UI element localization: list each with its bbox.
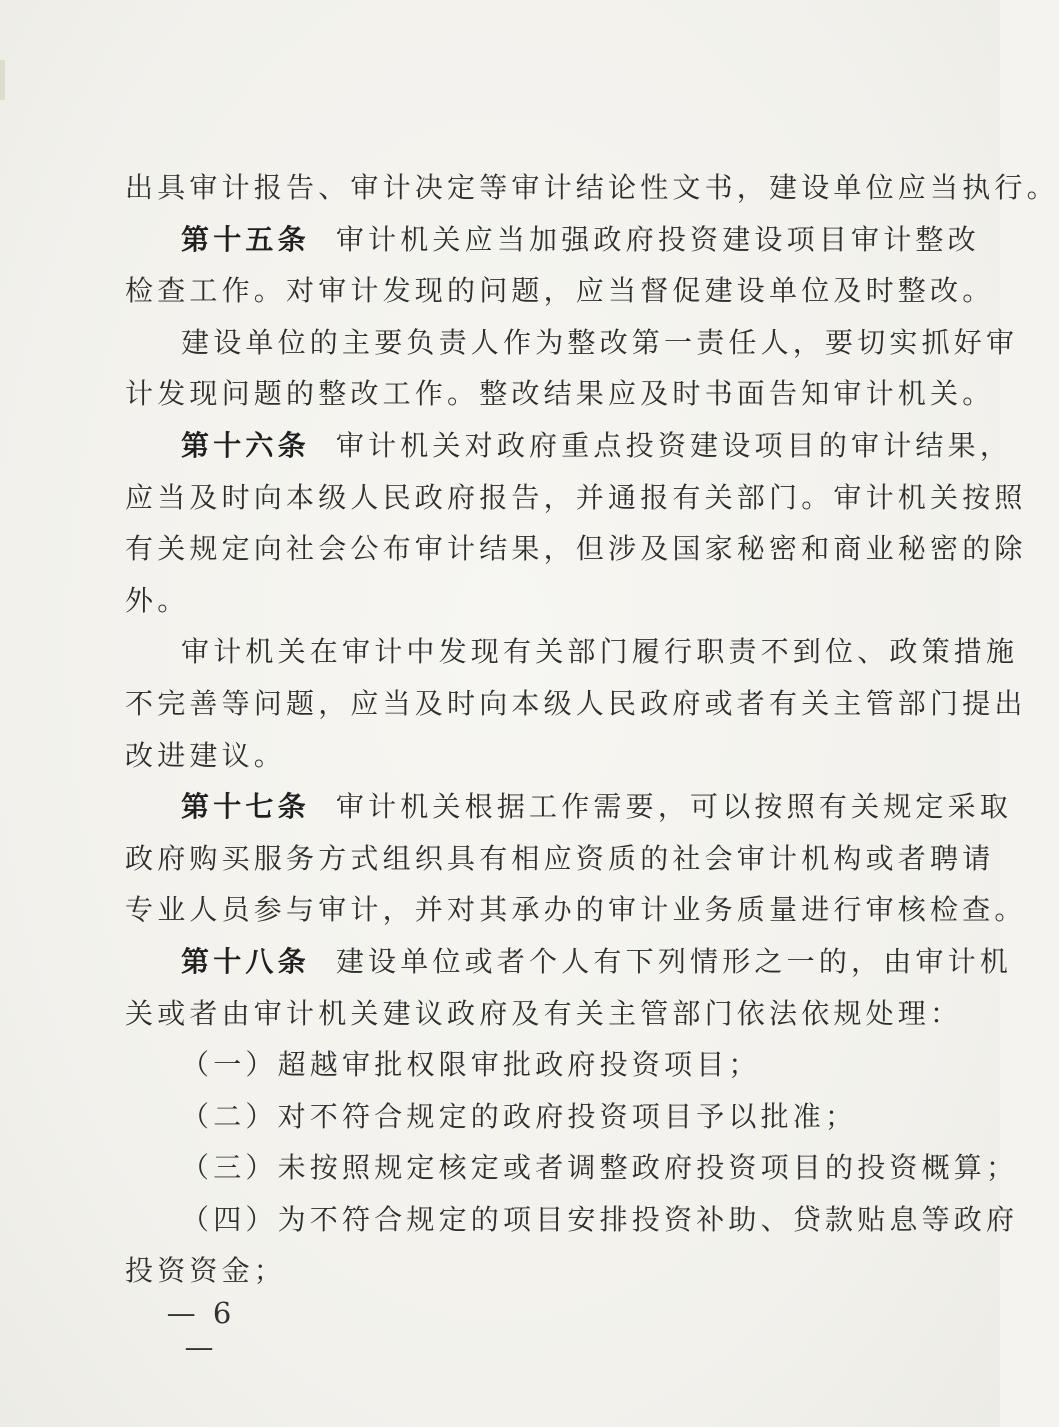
line-text: （二）对不符合规定的政府投资项目予以批准； <box>181 1099 858 1133</box>
line-text: 计发现问题的整改工作。整改结果应及时书面告知审计机关。 <box>125 377 995 411</box>
line-text: 改进建议。 <box>125 738 287 772</box>
body-line <box>125 678 1027 730</box>
paragraph-start-line <box>125 317 1019 369</box>
article-text: 审计机关应当加强政府投资建设项目审计整改 <box>335 222 980 256</box>
line-text: 检查工作。对审计发现的问题，应当督促建设单位及时整改。 <box>125 274 995 308</box>
line-text: 不完善等问题，应当及时向本级人民政府或者有关主管部门提出 <box>125 686 1027 720</box>
line-text: 有关规定向社会公布审计结果，但涉及国家秘密和商业秘密的除 <box>125 532 1027 566</box>
line-text: （四）为不符合规定的项目安排投资补助、贷款贴息等政府 <box>181 1202 1019 1236</box>
list-item-line <box>125 1142 1019 1194</box>
body-line <box>125 575 887 627</box>
line-text: （三）未按照规定核定或者调整政府投资项目的投资概算； <box>181 1151 1019 1185</box>
document-body <box>125 162 1059 1297</box>
article-line <box>125 936 1013 988</box>
article-title: 第十八条 <box>181 944 310 978</box>
body-line <box>125 265 995 317</box>
line-text: 审计机关在审计中发现有关部门履行职责不到位、政策措施 <box>181 635 1019 669</box>
line-text: 建设单位的主要负责人作为整改第一责任人，要切实抓好审 <box>181 325 1019 359</box>
body-line <box>125 472 1027 524</box>
article-title: 第十七条 <box>181 790 310 824</box>
scan-edge-mark <box>0 60 5 100</box>
body-line <box>125 1245 887 1297</box>
list-item-line <box>125 1039 887 1091</box>
body-line <box>125 523 1027 575</box>
body-line <box>125 730 887 782</box>
line-text: 出具审计报告、审计决定等审计结论性文书，建设单位应当执行。 <box>125 171 1059 204</box>
article-title: 第十六条 <box>181 428 310 462</box>
body-line <box>125 162 1059 214</box>
line-text: 外。 <box>125 583 190 617</box>
article-line <box>125 781 1013 833</box>
page-number: — 6 — <box>166 1296 236 1364</box>
list-item-line <box>125 1091 887 1143</box>
body-line <box>125 368 995 420</box>
list-item-line <box>125 1194 1019 1246</box>
body-line <box>125 884 1027 936</box>
article-text: 审计机关对政府重点投资建设项目的审计结果， <box>335 428 1013 462</box>
body-line <box>125 988 963 1040</box>
line-text: 关或者由审计机关建议政府及有关主管部门依法依规处理： <box>125 996 963 1030</box>
line-text: 专业人员参与审计，并对其承办的审计业务质量进行审核检查。 <box>125 893 1027 927</box>
line-text: 投资资金； <box>125 1254 287 1288</box>
line-text: （一）超越审批权限审批政府投资项目； <box>181 1048 761 1082</box>
line-text: 政府购买服务方式组织具有相应资质的社会审计机构或者聘请 <box>125 841 995 875</box>
paragraph-start-line <box>125 626 1019 678</box>
line-text: 应当及时向本级人民政府报告，并通报有关部门。审计机关按照 <box>125 480 1027 514</box>
article-title: 第十五条 <box>181 222 310 256</box>
article-text: 建设单位或者个人有下列情形之一的，由审计机 <box>335 944 1013 978</box>
article-line <box>125 214 980 266</box>
article-text: 审计机关根据工作需要，可以按照有关规定采取 <box>335 790 1013 824</box>
body-line <box>125 833 995 885</box>
article-line <box>125 420 1013 472</box>
